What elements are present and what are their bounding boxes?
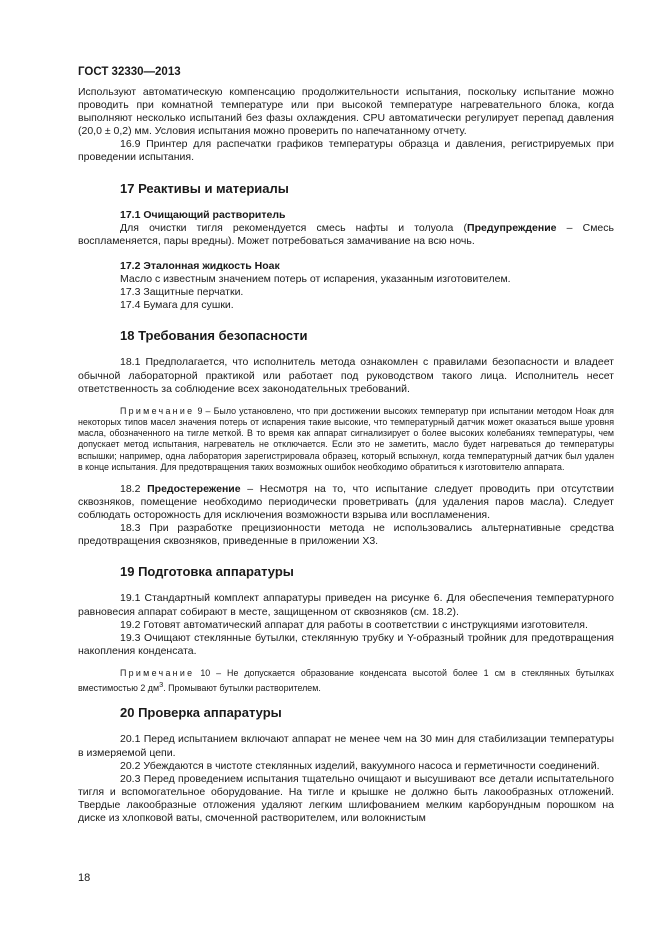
document-body [78,86,614,825]
text: Для очистки тигля рекомендуется смесь нафты и толуола ( [120,221,468,234]
section-18-title: 18 Требования безопасности [120,328,308,344]
warning-label: Предупреждение [467,221,557,234]
subsection-17-1-text [78,222,614,248]
caution-label: Предостережение [147,482,241,495]
paragraph-19-3: 19.3 Очищают стеклянные бутылки, стеклянную трубку и Y-образный тройник для предотвращения накопления конденсата. [78,631,614,657]
text: – Несмотря на то, что испытание следует проводить при отсутствии сквозняков, помещение необходимо периодически проветривать (для удаления паров масла). Следует соблюдать осторожность для исключения возможности взрыва или воспламенения. [78,482,614,522]
paragraph-18-2 [78,483,614,522]
subsection-17-2-title: 17.2 Эталонная жидкость Ноак [120,259,280,272]
section-17-title: 17 Реактивы и материалы [120,180,289,196]
paragraph-20-2: 20.2 Убеждаются в чистоте стеклянных изделий, вакуумного насоса и герметичности соединений. [120,759,600,772]
section-19-title: 19 Подготовка аппаратуры [120,564,294,580]
item-17-4: 17.4 Бумага для сушки. [120,299,234,312]
note-9 [78,406,614,473]
section-20-title: 20 Проверка аппаратуры [120,705,282,721]
standard-header: ГОСТ 32330—2013 [78,66,181,78]
paragraph-20-3: 20.3 Перед проведением испытания тщательно очищают и высушивают все детали испытательного тигля и вспомогательное оборудование. На тигле и крышке не должно быть лакообразных отложений. Твердые лакообразные отложения удаляют легким шлифованием мелким карборундным порошком на диске из хлопковой ваты, смоченной растворителем, или волокнистым [78,772,614,824]
subsection-17-1-title: 17.1 Очищающий растворитель [120,208,286,221]
superscript: 3 [159,680,164,690]
note-text: . Промывают бутылки растворителем. [163,683,321,694]
note-label: Примечание [120,667,195,678]
paragraph-19-1: 19.1 Стандартный комплект аппаратуры приведен на рисунке 6. Для обеспечения температурного равновесия аппарат собирают в месте, защищенном от сквозняков (см. 18.2). [78,592,614,618]
subsection-17-2-text: Масло с известным значением потерь от испарения, указанным изготовителем. [120,273,511,286]
item-16-9: 16.9 Принтер для распечатки графиков температуры образца и давления, регистрируемых при проведении испытания. [78,138,614,164]
paragraph-19-2: 19.2 Готовят автоматический аппарат для работы в соответствии с инструкциями изготовителя. [120,618,588,631]
continued-paragraph: Используют автоматическую компенсацию продолжительности испытания, поскольку испытание можно проводить при комнатной температуре или при высокой температуре нагревательного блока, когда выполняют несколько испытаний без фазы охлаждения. CPU автоматически регулирует перепад давления (20,0 ± 0,2) мм. Условия испытания можно проверить по напечатанному отчету. [78,86,614,138]
item-17-3: 17.3 Защитные перчатки. [120,286,244,299]
note-label: Примечание [120,405,195,416]
paragraph-18-1: 18.1 Предполагается, что исполнитель метода ознакомлен с правилами безопасности и владеет обычной лабораторной практикой или работает под руководством такого лица. Исполнитель несет ответственность за соблюдение всех законодательных требований. [78,356,614,395]
paragraph-18-3: 18.3 При разработке прецизионности метода не использовались альтернативные средства предотвращения сквозняков, приведенные в приложении Х3. [78,522,614,548]
text: – Смесь воспламеняется, пары вредны). Может потребоваться замачивание на всю ночь. [78,221,614,247]
page-number: 18 [78,872,91,884]
paragraph-20-1: 20.1 Перед испытанием включают аппарат не менее чем на 30 мин для стабилизации температуры в измеряемой цепи. [78,733,614,759]
note-text: 9 – Было установлено, что при достижении высоких температур при испытании методом Ноак для некоторых типов масел значения потерь от испарения такие высокие, что температурный датчик может оказаться выше уровня масла, обозначенного на тигле меткой. В то время как аппарат сигнализирует о более высоких колебаниях температуры, чем допускает метод испытания, нагреватель не отключается. Если это не заметить, масло будет нагреваться до температуры вспышки; например, одна лаборатория зарегистрировала образец, который вспыхнул, когда температурный датчик был удален в конце испытания. Для предотвращения таких возможных ошибок необходимо обратиться к изготовителю аппарата. [78,405,614,472]
text: 18.2 [120,482,148,495]
note-10 [78,668,614,694]
note-text: 10 – Не допускается образование конденсата высотой более 1 см в стеклянных бутылках вместимостью 2 дм [78,667,614,694]
